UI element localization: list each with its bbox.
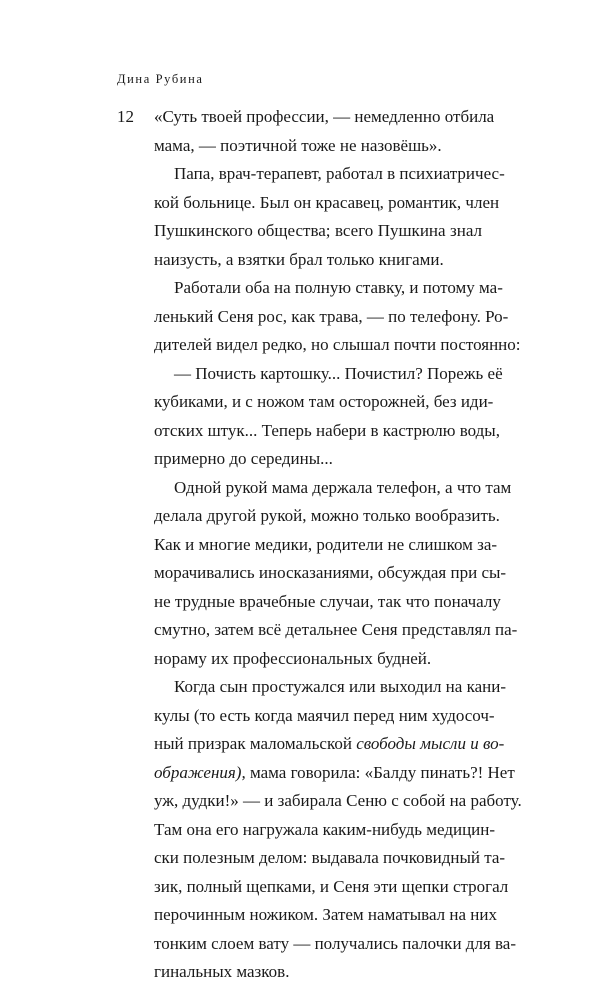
text-line: дителей видел редко, но слышал почти постоянно: — [154, 335, 521, 354]
text-fragment: ный призрак маломальской — [154, 734, 357, 753]
text-line: Когда сын простужался или выходил на кани- — [174, 677, 506, 696]
text-line: наизусть, а взятки брал только книгами. — [154, 249, 444, 269]
page-number: 12 — [117, 107, 134, 126]
paragraph-2 — [154, 160, 505, 274]
paragraph-5 — [154, 474, 518, 674]
text-line: тонким слоем вату — получались палочки для ва- — [154, 933, 517, 953]
text-line — [154, 759, 515, 788]
text-line: не трудные врачебные случаи, так что поначалу — [154, 591, 501, 611]
text-line: Работали оба на полную ставку, и потому ма- — [174, 278, 503, 297]
text-fragment: мама говорила: «Балду пинать?! Нет — [245, 762, 515, 782]
text-line: примерно до середины... — [154, 449, 333, 468]
text-line: уж, дудки!» — и забирала Сеню с собой на работу. — [154, 791, 522, 810]
text-line: делала другой рукой, можно только вообразить. — [154, 506, 500, 525]
paragraph-4 — [154, 360, 503, 474]
text-line: «Суть твоей профессии, — немедленно отбила — [154, 107, 495, 126]
text-line — [154, 730, 505, 759]
text-line: кой больнице. Был он красавец, романтик, член — [154, 192, 500, 212]
text-line: ленький Сеня рос, как трава, — по телефону. Ро- — [154, 306, 509, 326]
italic-phrase: свободы мысли и во- — [356, 734, 505, 753]
text-line: — Почисть картошку... Почистил? Порежь её — [174, 363, 503, 383]
paragraph-3 — [154, 274, 521, 360]
page-body — [154, 103, 522, 987]
text-line: перочинным ножиком. Затем наматывал на них — [154, 905, 497, 924]
paragraph-1 — [154, 103, 495, 160]
text-line: нораму их профессиональных будней. — [154, 648, 432, 668]
italic-phrase: ображения), — [154, 762, 246, 782]
text-line: Как и многие медики, родители не слишком за- — [154, 534, 498, 554]
paragraph-6 — [154, 673, 522, 987]
text-line: мама, — поэтичной тоже не назовёшь». — [154, 135, 442, 155]
text-line: отских штук... Теперь набери в кастрюлю воды, — [154, 420, 500, 440]
text-line: Пушкинского общества; всего Пушкина знал — [154, 221, 482, 240]
text-line: кулы (то есть когда маячил перед ним худосоч- — [154, 705, 495, 725]
text-line: Там она его нагружала каким-нибудь медицин- — [154, 819, 496, 839]
text-line: Папа, врач-терапевт, работал в психиатричес- — [174, 164, 505, 183]
text-line: Одной рукой мама держала телефон, а что там — [174, 477, 512, 497]
text-line: ски полезным делом: выдавала почковидный та- — [154, 848, 506, 867]
running-header: Дина Рубина — [117, 72, 204, 86]
text-line: морачивались иносказаниями, обсуждая при сы- — [154, 563, 507, 582]
text-line: гинальных мазков. — [154, 962, 290, 981]
text-line: зик, полный щепками, и Сеня эти щепки строгал — [154, 876, 509, 896]
text-line: смутно, затем всё детальнее Сеня представлял па- — [154, 620, 518, 639]
text-line: кубиками, и с ножом там осторожней, без иди- — [154, 392, 494, 411]
